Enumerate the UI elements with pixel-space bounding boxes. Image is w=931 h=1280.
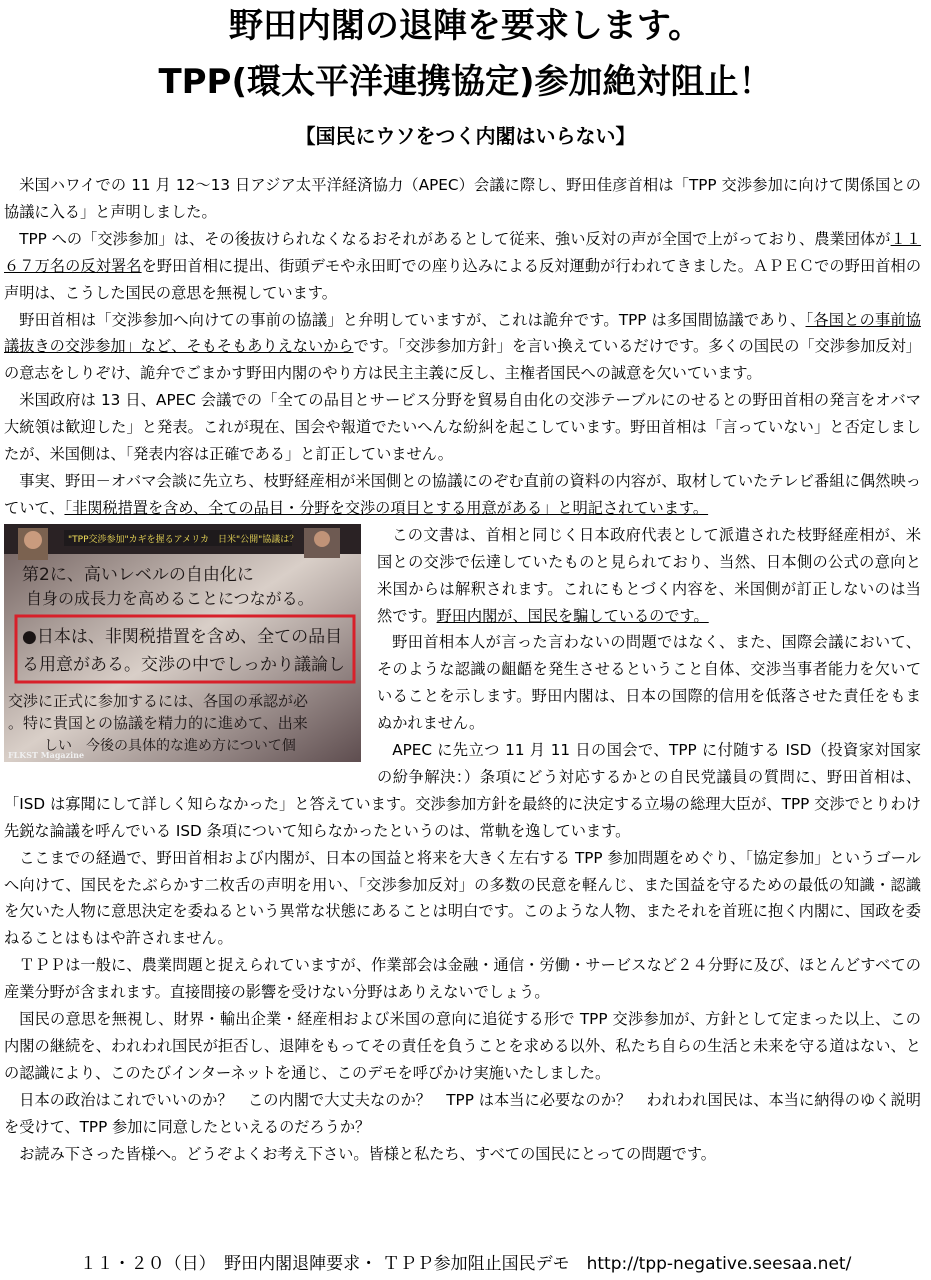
- p3-text-a: 野田首相は「交渉参加へ向けての事前の協議」と弁明していますが、これは詭弁です。TPP は多国間協議であり、: [19, 310, 806, 329]
- photo-line-3: 交渉に正式に参加するには、各国の承認が必: [8, 691, 309, 710]
- title-line-2: TPP(環太平洋連携協定)参加絶対阻止！: [158, 62, 773, 102]
- photo-line-1: 第2に、高いレベルの自由化に: [22, 564, 254, 585]
- paragraph-13: お読み下さった皆様へ。どうぞよくお考え下さい。皆様と私たち、すべての国民にとっての問題です。: [19, 1144, 716, 1163]
- tv-screenshot-photo: [4, 524, 361, 762]
- paragraph-4: 米国政府は 13 日、APEC 会議での「全ての品目とサービス分野を貿易自由化の交渉テーブルにのせるとの野田首相の発言をオバマ大統領は歓迎した」と発表。これが現在、国会や報道でたいへんな紛糾を起こしています。野田首相は「言っていない」と否定しましたが、米国側は、「発表内容は正確である」と訂正していません。: [4, 391, 921, 464]
- photo-watermark: FLKST Magazine: [8, 749, 85, 760]
- paragraph-7: 野田首相本人が言った言わないの問題ではなく、また、国際会議において、そのような認識の齟齬を発生させるということ自体、交渉当事者能力を欠いていることを示します。野田内閣は、日本の国際的信用を低落させた責任をもまぬかれません。: [377, 633, 921, 733]
- title-line-1: 野田内閣の退陣を要求します。: [228, 6, 703, 46]
- photo-box-line-1: ●日本は、非関税措置を含め、全ての品目: [22, 626, 343, 647]
- paragraph-3: [4, 307, 921, 388]
- photo-line-4: 。特に貴国との協議を精力的に進めて、出来: [8, 713, 308, 732]
- paragraph-12: 日本の政治はこれでいいのか？ この内閣で大丈夫なのか？ TPP は本当に必要なのか？ われわれ国民は、本当に納得のゆく説明を受けて、TPP 参加に同意したといえるのだろうか？: [4, 1090, 921, 1136]
- paragraph-5: [4, 468, 921, 522]
- p2-underlined: １１６７万名の反対署名: [4, 229, 922, 275]
- p3-text-b: です。「交渉参加方針」を言い換えているだけです。多くの国民の「交渉参加反対」の意志をしりぞけ、詭弁でごまかす野田内閣のやり方は民主主義に反し、主権者国民への誠意を欠いています。: [4, 337, 921, 383]
- p2-text-b: を野田首相に提出、街頭デモや永田町での座り込みによる反対運動が行われてきました。ＡＰＥＣでの野田首相の声明は、こうした国民の意思を無視しています。: [4, 256, 922, 302]
- paragraph-1: 米国ハワイでの 11 月 12～13 日アジア太平洋経済協力（APEC）会議に際し、野田佳彦首相は「TPP 交渉参加に向けて関係国との協議に入る」と声明しました。: [4, 176, 921, 221]
- p6-text-a: この文書は、首相と同じく日本政府代表として派遣された枝野経産相が、米国との交渉で伝達していたものと見られており、当然、日本側の公式の意向と米国からは解釈されます。これにもとづく内容を、米国側が訂正しないのは当然です。: [377, 525, 921, 625]
- p5-underlined: 「非関税措置を含め、全ての品目・分野を交渉の項目とする用意がある」と明記されています。: [64, 498, 709, 517]
- p2-text-a: TPP への「交渉参加」は、その後抜けられなくなるおそれがあるとして従来、強い反対の声が全国で上がっており、農業団体が: [19, 229, 891, 248]
- photo-line-2: 自身の成長力を高めることにつながる。: [26, 588, 314, 608]
- p5-text-a: 事実、野田－オバマ会談に先立ち、枝野経産相が米国側との協議にのぞむ直前の資料の内容が、取材していたテレビ番組に偶然映っていて、: [4, 471, 921, 517]
- paragraph-8: APEC に先立つ 11 月 11 日の国会で、TPP に付随する ISD（投資家対国家の紛争解決：）条項にどう対応するかとの自民党議員の質問に、野田首相は、「ISD は寡聞にして詳しく知らなかった」と答えています。交渉参加方針を最終的に決定する立場の総理大臣が、TPP 交渉でとりわけ先鋭な論議を呼んでいる ISD 条項について知らなかったというのは、常軌を逸しています。: [4, 741, 921, 840]
- paragraph-11: 国民の意思を無視し、財界・輸出企業・経産相および米国の意向に追従する形で TPP 交渉参加が、方針として定まった以上、この内閣の継続を、われわれ国民が拒否し、退陣をもってその責任を負うことを求める以外、私たち自らの生活と未来を守る道はない、との認識により、このたびインターネットを通じ、このデモを呼びかけ実施いたしました。: [4, 1010, 921, 1082]
- paragraph-2: [4, 226, 921, 307]
- p3-underlined: 「各国との事前協議抜きの交渉参加」など、そもそもありえないから: [4, 310, 921, 356]
- photo-caption-top: "TPP交渉参加"カギを握るアメリカ 日米"公開"協議は？: [68, 534, 299, 545]
- photo-line-5: しい 今後の具体的な進め方について個: [44, 737, 296, 754]
- footer-event-line: １１・２０（日） 野田内閣退陣要求・ ＴＰＰ参加阻止国民デモ http://tpp-negative.seesaa.net/: [79, 1254, 852, 1274]
- subtitle: 【国民にウソをつく内閣はいらない】: [295, 124, 636, 148]
- article-body: [4, 172, 921, 1168]
- paragraph-10: ＴＰＰは一般に、農業問題と捉えられていますが、作業部会は金融・通信・労働・サービスなど２４分野に及び、ほとんどすべての産業分野が含まれます。直接間接の影響を受けない分野はありえないでしょう。: [4, 956, 921, 1002]
- p6-underlined: 野田内閣が、国民を騙しているのです。: [436, 606, 709, 625]
- photo-box-line-2: る用意がある。交渉の中でしっかり議論し: [22, 654, 345, 675]
- paragraph-9: ここまでの経過で、野田首相および内閣が、日本の国益と将来を大きく左右する TPP 参加問題をめぐり、「協定参加」というゴールへ向けて、国民をたぶらかす二枚舌の声明を用い、「交渉参加反対」の多数の民意を軽んじ、また国益を守るための最低の知識・認識を欠いた人物に意思決定を委ねるという異常な状態にあることは明白です。このような人物、またそれを首班に抱く内閣に、国政を委ねることはもはや許されません。: [4, 848, 921, 948]
